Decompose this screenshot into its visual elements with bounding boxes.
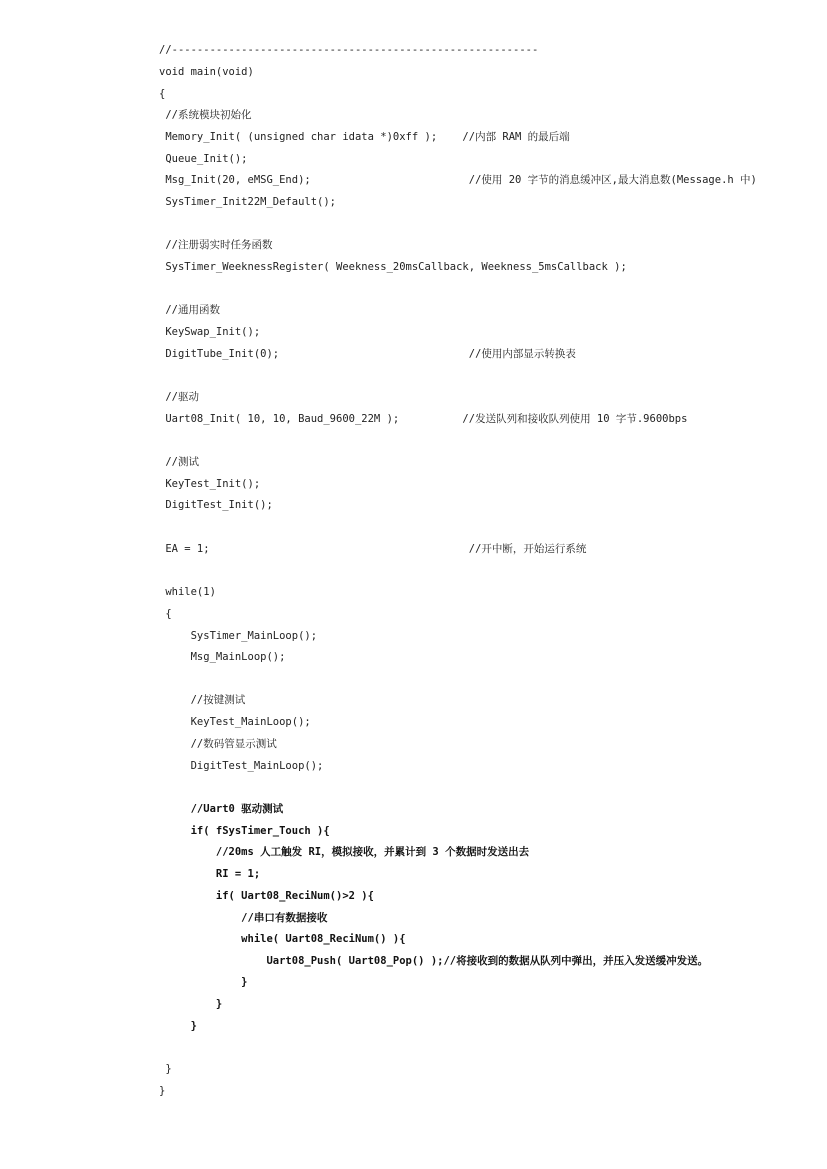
code-comment-common-functions: //通用函数 xyxy=(159,304,220,316)
code-line-keytest-mainloop: KeyTest_MainLoop(); xyxy=(159,716,311,728)
code-comment-digit-display-test: //数码管显示测试 xyxy=(159,738,277,750)
code-line-if-recinum: if( Uart08_ReciNum()>2 ){ xyxy=(159,890,374,902)
code-line-main-signature: void main(void) xyxy=(159,66,254,78)
code-line-if-touch: if( fSysTimer_Touch ){ xyxy=(159,825,330,837)
code-line-msg-mainloop: Msg_MainLoop(); xyxy=(159,651,286,663)
code-line-while-open-brace: { xyxy=(159,608,172,620)
code-line-keytest-init: KeyTest_Init(); xyxy=(159,478,261,490)
code-line-uart-init: Uart08_Init( 10, 10, Baud_9600_22M ); //发送队列和接收队列使用 10 字节.9600bps xyxy=(159,413,688,425)
code-line-push-pop: Uart08_Push( Uart08_Pop() );//将接收到的数据从队列中弹出，并压入发送缓冲发送。 xyxy=(159,955,709,967)
code-comment-driver: //驱动 xyxy=(159,391,199,403)
code-line-close-brace-while: } xyxy=(159,1063,172,1075)
code-line-digittest-mainloop: DigitTest_MainLoop(); xyxy=(159,760,324,772)
code-line-separator: //---------------------------------------------------------- xyxy=(159,44,539,56)
code-line-keyswap-init: KeySwap_Init(); xyxy=(159,326,261,338)
code-line-close-brace-if-touch: } xyxy=(159,1020,197,1032)
code-line-open-brace: { xyxy=(159,88,166,100)
code-line-while: while(1) xyxy=(159,586,216,598)
code-comment-uart-test: //Uart0 驱动测试 xyxy=(159,803,284,815)
code-line-close-brace-inner: } xyxy=(159,976,248,988)
code-line-queue-init: Queue_Init(); xyxy=(159,153,248,165)
code-line-ea-enable: EA = 1; //开中断，开始运行系统 xyxy=(159,543,587,555)
code-comment-test: //测试 xyxy=(159,456,199,468)
code-line-close-brace-main: } xyxy=(159,1085,166,1097)
code-comment-serial-receive: //串口有数据接收 xyxy=(159,912,328,924)
code-comment-key-test: //按键测试 xyxy=(159,694,246,706)
code-line-weekness-register: SysTimer_WeeknessRegister( Weekness_20msCallback, Weekness_5msCallback ); xyxy=(159,261,627,273)
code-line-while-recinum: while( Uart08_ReciNum() ){ xyxy=(159,933,406,945)
code-line-digittest-init: DigitTest_Init(); xyxy=(159,499,273,511)
code-line-memory-init: Memory_Init( (unsigned char idata *)0xff ); //内部 RAM 的最后端 xyxy=(159,131,570,143)
code-line-close-brace-if-recinum: } xyxy=(159,998,223,1010)
code-line-digittube-init: DigitTube_Init(0); //使用内部显示转换表 xyxy=(159,348,576,360)
code-line-systimer-mainloop: SysTimer_MainLoop(); xyxy=(159,630,318,642)
code-comment-register: //注册弱实时任务函数 xyxy=(159,239,273,251)
code-line-msg-init: Msg_Init(20, eMSG_End); //使用 20 字节的消息缓冲区,最大消息数(Message.h 中) xyxy=(159,174,757,186)
code-line-ri-set: RI = 1; xyxy=(159,868,261,880)
code-line-systimer-init: SysTimer_Init22M_Default(); xyxy=(159,196,337,208)
code-comment-manual-trigger: //20ms 人工触发 RI，模拟接收，并累计到 3 个数据时发送出去 xyxy=(159,846,530,858)
code-comment-system-init: //系统模块初始化 xyxy=(159,109,252,121)
